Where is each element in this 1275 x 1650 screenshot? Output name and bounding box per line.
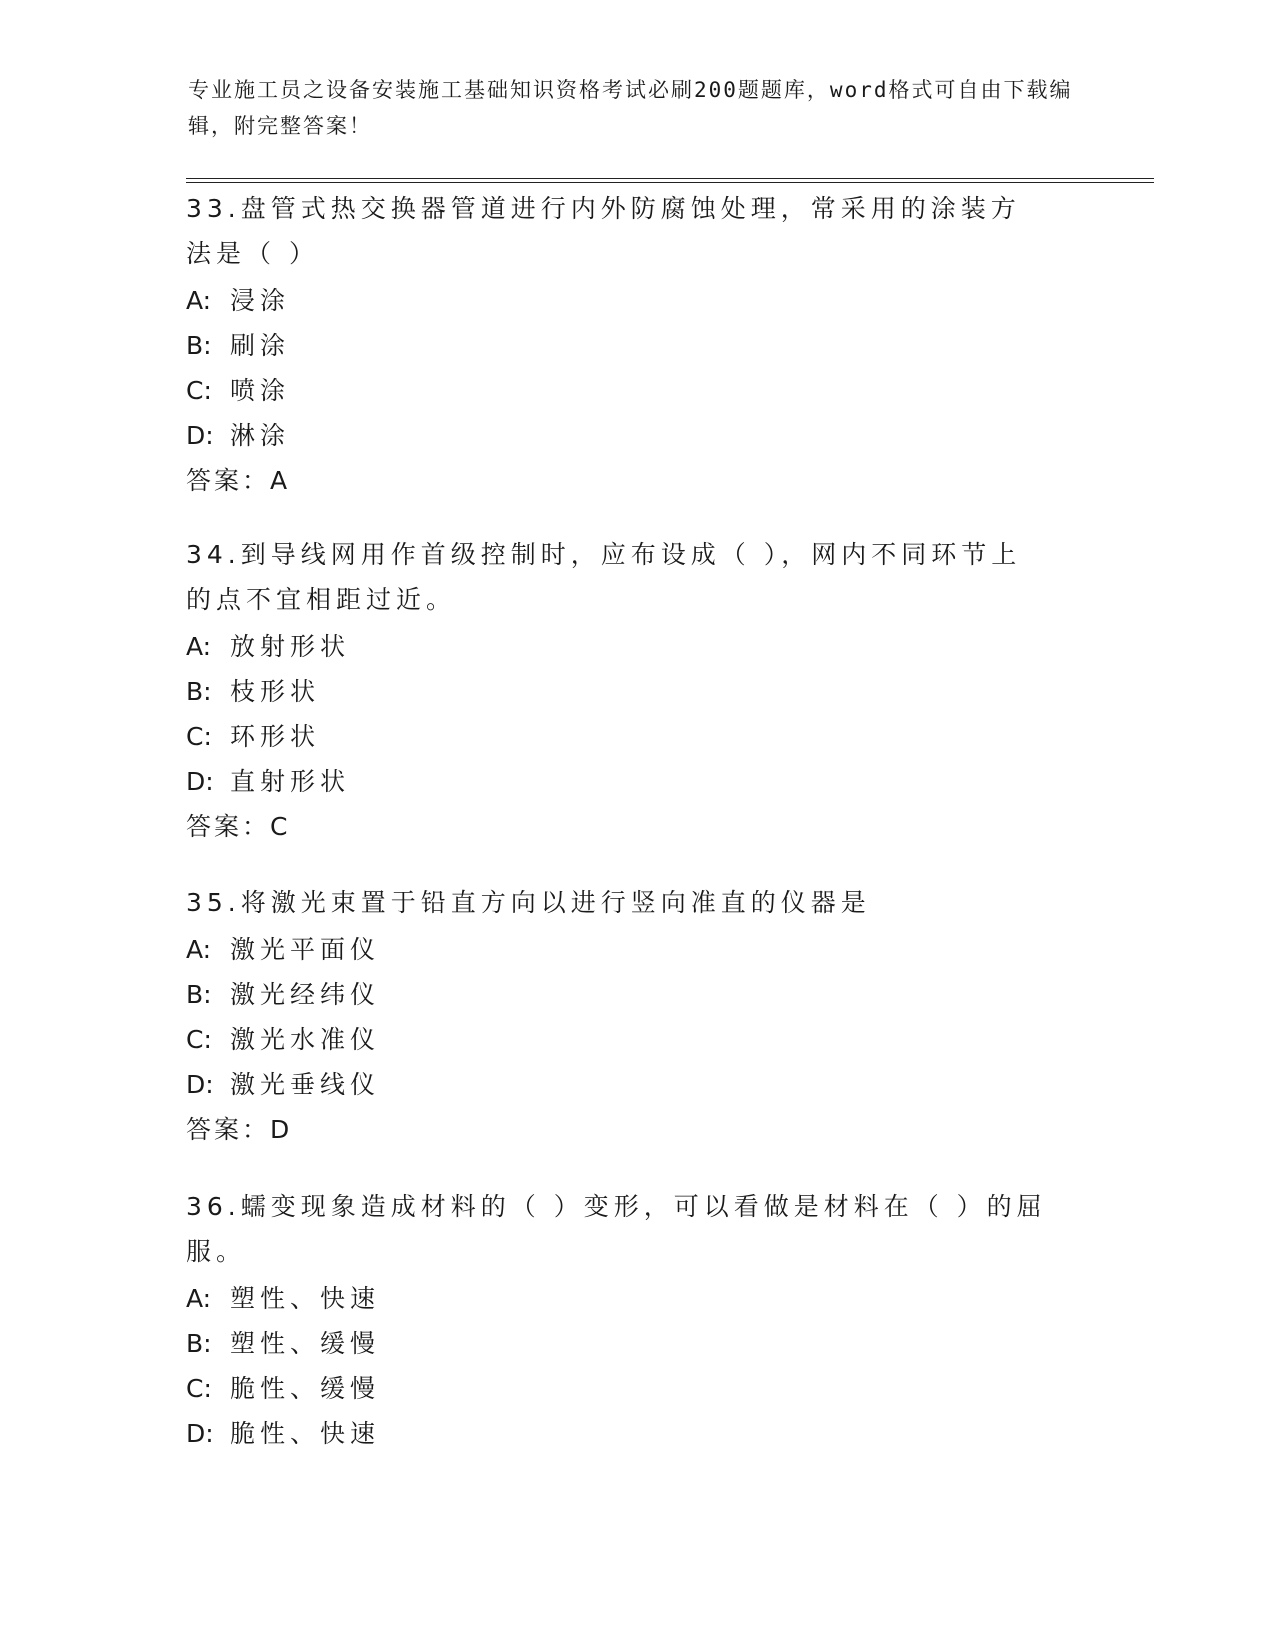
option-letter: A: (186, 1284, 212, 1313)
option-b (186, 669, 1066, 714)
question-stem: 33.盘管式热交换器管道进行内外防腐蚀处理，常采用的涂装方法是（ ） (186, 194, 1021, 268)
option-a (186, 278, 1066, 323)
question-block (186, 186, 1066, 503)
option-d (186, 759, 1066, 804)
option-text: 激光经纬仪 (230, 980, 381, 1009)
option-letter: D: (186, 767, 214, 796)
answer-label: 答案： (186, 466, 271, 495)
option-letter: A: (186, 632, 212, 661)
option-letter: C: (186, 722, 212, 751)
question-stem: 36.蠕变现象造成材料的（ ）变形，可以看做是材料在（ ）的屈服。 (186, 1192, 1047, 1266)
option-c (186, 1366, 1066, 1411)
option-text: 塑性、快速 (230, 1284, 381, 1313)
header-double-rule (186, 178, 1154, 183)
option-text: 刷涂 (230, 331, 291, 360)
option-letter: B: (186, 980, 212, 1009)
answer-line (186, 804, 1066, 849)
option-letter: B: (186, 331, 212, 360)
option-letter: A: (186, 935, 212, 964)
answer-value: D (270, 1115, 293, 1144)
option-letter: B: (186, 677, 212, 706)
option-b (186, 972, 1066, 1017)
option-c (186, 368, 1066, 413)
option-letter: C: (186, 376, 212, 405)
option-d (186, 1411, 1066, 1456)
question-block (186, 1184, 1066, 1456)
option-letter: C: (186, 1025, 212, 1054)
option-text: 直射形状 (230, 767, 351, 796)
option-text: 放射形状 (230, 632, 351, 661)
option-text: 激光垂线仪 (230, 1070, 381, 1099)
option-d (186, 413, 1066, 458)
option-letter: D: (186, 421, 214, 450)
answer-label: 答案： (186, 1115, 271, 1144)
answer-line (186, 458, 1066, 503)
option-letter: D: (186, 1070, 214, 1099)
question-stem: 35.将激光束置于铅直方向以进行竖向准直的仪器是 (186, 888, 871, 917)
question-block (186, 880, 1066, 1152)
option-letter: B: (186, 1329, 212, 1358)
option-text: 激光平面仪 (230, 935, 381, 964)
option-text: 激光水准仪 (230, 1025, 381, 1054)
option-b (186, 1321, 1066, 1366)
option-c (186, 714, 1066, 759)
option-text: 塑性、缓慢 (230, 1329, 381, 1358)
option-letter: C: (186, 1374, 212, 1403)
option-a (186, 927, 1066, 972)
option-text: 环形状 (230, 722, 321, 751)
option-letter: D: (186, 1419, 214, 1448)
answer-line (186, 1107, 1066, 1152)
option-text: 脆性、缓慢 (230, 1374, 381, 1403)
answer-label: 答案： (186, 812, 271, 841)
option-c (186, 1017, 1066, 1062)
option-text: 喷涂 (230, 376, 291, 405)
option-b (186, 323, 1066, 368)
option-text: 淋涂 (230, 421, 291, 450)
answer-value: A (270, 466, 291, 495)
option-a (186, 1276, 1066, 1321)
option-d (186, 1062, 1066, 1107)
option-text: 脆性、快速 (230, 1419, 381, 1448)
question-stem: 34.到导线网用作首级控制时，应布设成（ ），网内不同环节上的点不宜相距过近。 (186, 540, 1022, 614)
option-a (186, 624, 1066, 669)
option-text: 枝形状 (230, 677, 321, 706)
answer-value: C (270, 812, 291, 841)
question-block (186, 532, 1066, 849)
option-text: 浸涂 (230, 286, 291, 315)
document-header: 专业施工员之设备安装施工基础知识资格考试必刷200题题库，word格式可自由下载编辑，附完整答案！ (188, 78, 1073, 138)
option-letter: A: (186, 286, 212, 315)
